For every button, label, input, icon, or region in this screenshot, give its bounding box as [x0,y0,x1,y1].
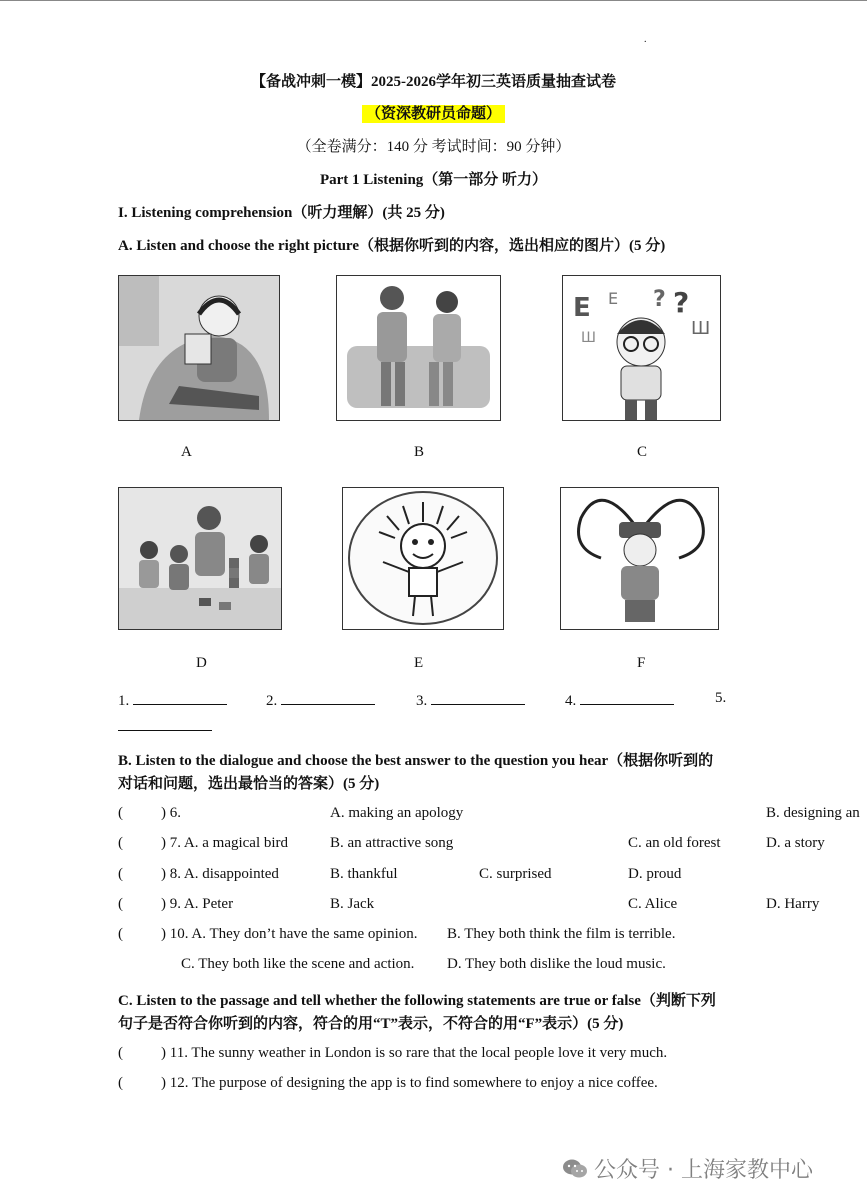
answer-4 [565,690,674,710]
answer-blank-2[interactable] [281,690,375,705]
q12-statement: ) 12. The purpose of designing the app is to find somewhere to enjoy a nice coffee. [161,1075,658,1091]
family-blocks-illustration [119,488,281,629]
answer-number: 2. [266,693,278,709]
picture-d [118,487,282,630]
q9-option-b[interactable]: B. Jack [330,896,375,912]
part-c-heading-2: 句子是否符合你听到的内容，符合的用“T”表示，不符合的用“F”表示）(5 分) [118,1016,624,1032]
two-women-couch-illustration [337,276,500,420]
answer-number: 4. [565,693,577,709]
part-b-heading-1: B. Listen to the dialogue and choose the best answer to the question you hear（根据你听到的 [118,753,714,769]
picture-label-c: C [637,444,648,460]
paren-11: ( [118,1045,123,1061]
paren-12: ( [118,1075,123,1091]
stray-dot: . [644,34,647,45]
boy-glasses-illustration [563,276,720,420]
q9-option-d[interactable]: D. Harry [766,896,820,912]
boy-reading-illustration [119,276,279,420]
q6-number: ) 6. [161,805,181,821]
q7-option-c[interactable]: C. an old forest [628,835,721,851]
paren-6: ( [118,805,123,821]
paren-7: ( [118,835,123,851]
q8-option-c[interactable]: C. surprised [479,866,552,882]
q10-option-b[interactable]: B. They both think the film is terrible. [447,926,676,942]
picture-label-e: E [414,655,424,671]
answer-blank-3[interactable] [431,690,525,705]
svg-text:E: E [573,293,591,323]
picture-label-a: A [181,444,192,460]
answer-5-line [118,716,212,736]
part-c-heading-1: C. Listen to the passage and tell whether the following statements are true or false（判断下列 [118,993,716,1009]
svg-text:Ш: Ш [581,330,596,346]
picture-label-b: B [414,444,425,460]
answer-number: 1. [118,693,130,709]
q8-option-d[interactable]: D. proud [628,866,682,882]
picture-c [562,275,721,421]
q6-option-a[interactable]: A. making an apology [330,805,464,821]
q10-option-d[interactable]: D. They both dislike the loud music. [447,956,666,972]
answer-1 [118,690,227,710]
wechat-icon [562,1158,588,1180]
svg-text:Ш: Ш [691,318,711,339]
svg-text:E: E [608,289,619,308]
picture-a [118,275,280,421]
answer-blank-4[interactable] [580,690,674,705]
picture-e [342,487,504,630]
q7-option-a[interactable]: ) 7. A. a magical bird [161,835,289,851]
exam-meta: （全卷满分：140 分 考试时间：90 分钟） [296,139,571,155]
highlight-note: （资深教研员命题） [362,105,505,123]
top-rule [0,0,867,1]
part-b-heading-2: 对话和问题，选出最恰当的答案）(5 分) [118,776,380,792]
watermark [562,1153,813,1184]
answer-blank-1[interactable] [133,690,227,705]
section-heading: I. Listening comprehension（听力理解）(共 25 分) [118,205,445,221]
q10-option-a[interactable]: ) 10. A. They don’t have the same opinion. [161,926,418,942]
answer-5 [715,690,726,707]
exam-title: 【备战冲刺一模】2025-2026学年初三英语质量抽查试卷 [251,74,616,90]
q7-option-b[interactable]: B. an attractive song [330,835,454,851]
highlight-wrap [0,102,867,123]
opera-figure-illustration [561,488,718,629]
q10-option-c[interactable]: C. They both like the scene and action. [181,956,415,972]
answer-3 [416,690,525,710]
q9-option-a[interactable]: ) 9. A. Peter [161,896,234,912]
q7-option-d[interactable]: D. a story [766,835,825,851]
answer-number: 3. [416,693,428,709]
svg-text:?: ? [653,287,666,312]
svg-text:?: ? [673,286,690,319]
q9-option-c[interactable]: C. Alice [628,896,678,912]
paren-9: ( [118,896,123,912]
q6-option-b[interactable]: B. designing an [766,805,860,821]
part-a-heading: A. Listen and choose the right picture（根据你听到的内容，选出相应的图片）(5 分) [118,238,666,254]
paren-8: ( [118,866,123,882]
picture-label-d: D [196,655,207,671]
picture-label-f: F [637,655,646,671]
answer-2 [266,690,375,710]
q8-option-a[interactable]: ) 8. A. disappointed [161,866,279,882]
cartoon-boy-illustration [343,488,503,629]
answer-blank-5[interactable] [118,716,212,731]
answer-number: 5. [715,690,727,706]
picture-f [560,487,719,630]
q8-option-b[interactable]: B. thankful [330,866,398,882]
watermark-text: 公众号 · 上海家教中心 [594,1158,813,1183]
part-title: Part 1 Listening（第一部分 听力） [319,172,548,188]
paren-10: ( [118,926,123,942]
q11-statement: ) 11. The sunny weather in London is so rare that the local people love it very much. [161,1045,668,1061]
picture-b [336,275,501,421]
